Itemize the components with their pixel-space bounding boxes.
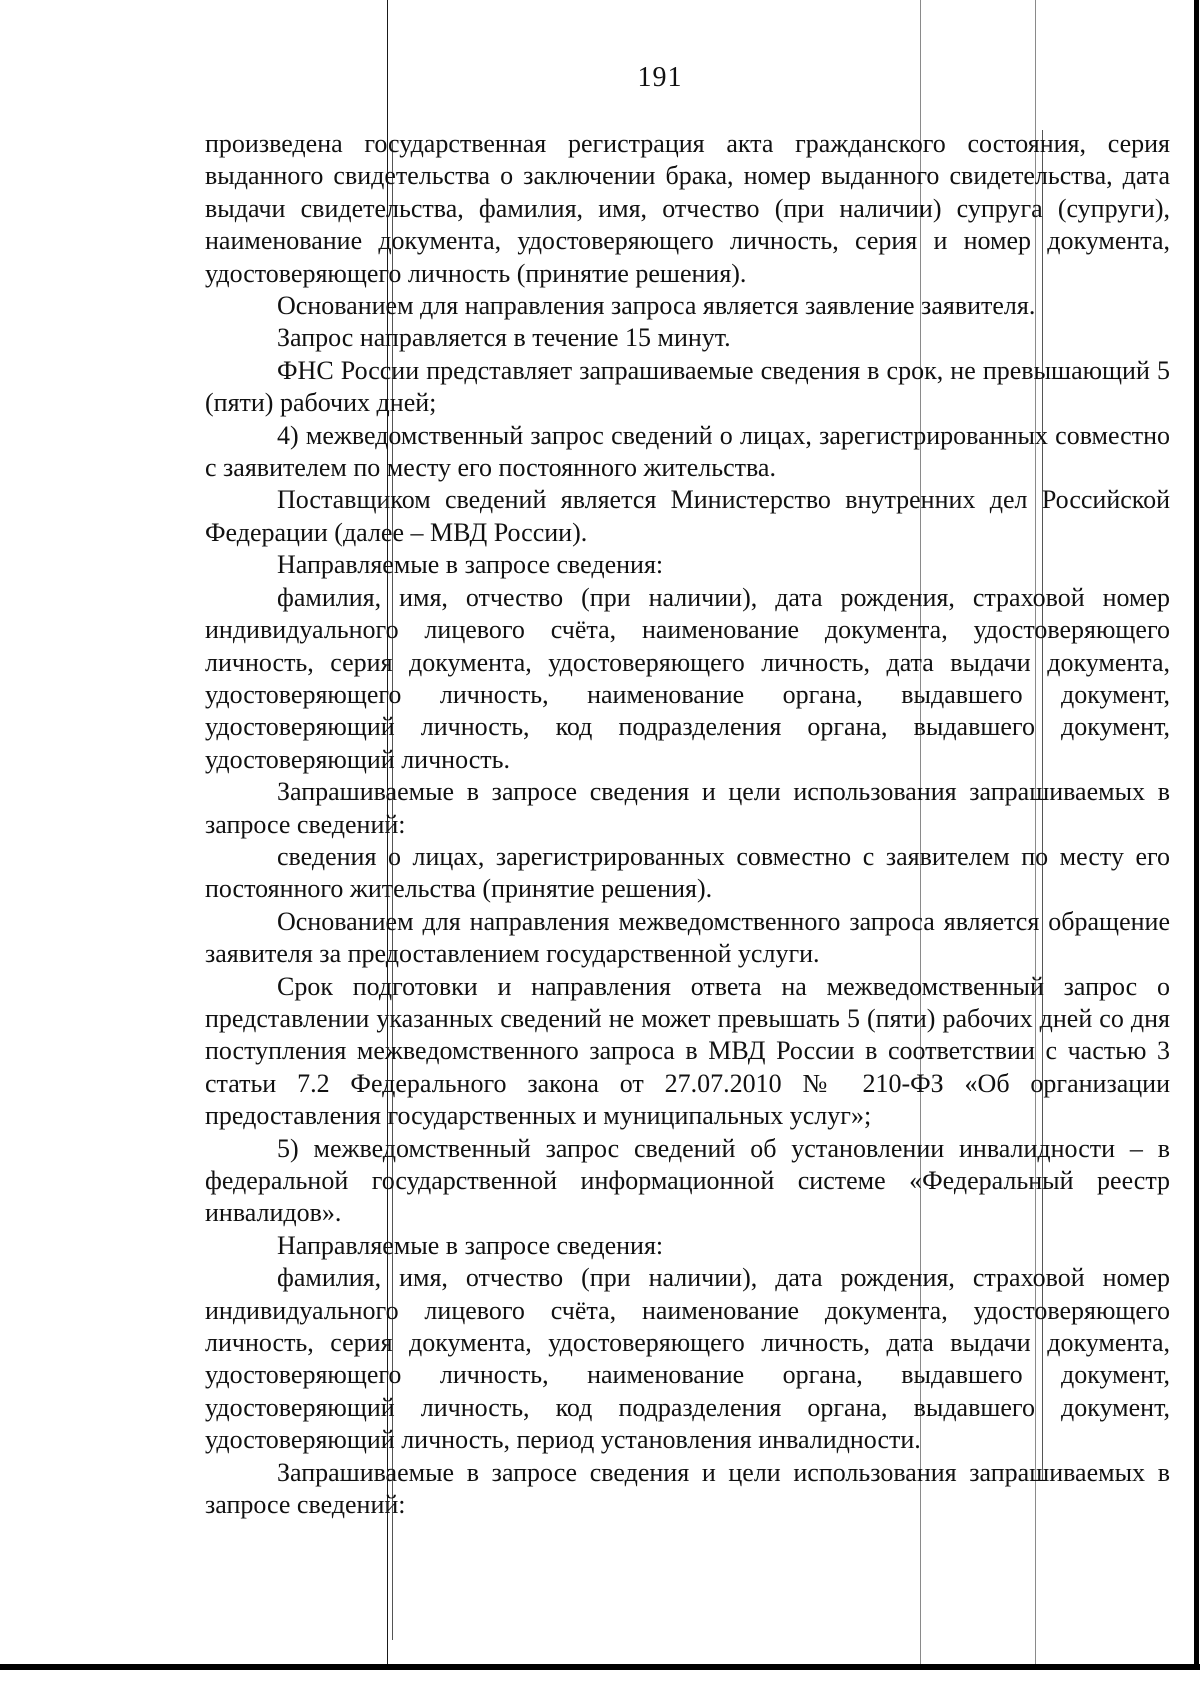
body-paragraph: ФНС России представляет запрашиваемые сведения в срок, не превышающий 5 (пяти) рабочих дней; (205, 355, 1170, 418)
body-paragraph: фамилия, имя, отчество (при наличии), дата рождения, страховой номер индивидуального лицевого счёта, наименование документа, удостоверяющего личность, серия документа, удостоверяющего личность, дата выдачи документа, удостоверяющего личность, наименование органа, выдавшего документ, удостоверяющий личность, код подразделения органа, выдавшего документ, удостоверяющий личность. (205, 582, 1170, 774)
body-paragraph: Основанием для направления запроса является заявление заявителя. (277, 291, 1036, 321)
body-paragraph: Поставщиком сведений является Министерство внутренних дел Российской Федерации (далее – МВД России). (205, 485, 1170, 547)
document-body (205, 128, 1170, 1521)
body-paragraph: Направляемые в запросе сведения: (277, 1230, 664, 1260)
body-paragraph: Запрос направляется в течение 15 минут. (277, 323, 731, 353)
body-paragraph: произведена государственная регистрация акта гражданского состояния, серия выданного свидетельства о заключении брака, номер выданного свидетельства, дата выдачи свидетельства, фамилия, имя, отчество (при наличии) супруга (супруги), наименование документа, удостоверяющего личность, серия и номер документа, удостоверяющего личность (принятие решения). (205, 129, 1170, 288)
body-paragraph: Срок подготовки и направления ответа на межведомственный запрос о представлении указанных сведений не может превышать 5 (пяти) рабочих дней со дня поступления межведомственного запроса в МВД России в соответствии с частью 3 статьи 7.2 Федерального закона от 27.07.2010 № 210-ФЗ «Об организации предоставления государственных и муниципальных услуг»; (205, 971, 1170, 1131)
body-paragraph: Направляемые в запросе сведения: (277, 550, 664, 580)
body-paragraph: сведения о лицах, зарегистрированных совместно с заявителем по месту его постоянного жительства (принятие решения). (205, 841, 1170, 904)
bottom-border-rule (0, 1664, 1200, 1670)
body-paragraph: 5) межведомственный запрос сведений об установлении инвалидности – в федеральной государственной информационной системе «Федеральный реестр инвалидов». (205, 1133, 1170, 1228)
body-paragraph: Запрашиваемые в запросе сведения и цели использования запрашиваемых в запросе сведений: (205, 1457, 1170, 1520)
body-paragraph: 4) межведомственный запрос сведений о лицах, зарегистрированных совместно с заявителем по месту его постоянного жительства. (205, 420, 1170, 483)
right-border-rule (1194, 0, 1199, 1670)
body-paragraph: Запрашиваемые в запросе сведения и цели использования запрашиваемых в запросе сведений: (205, 777, 1170, 839)
body-paragraph: фамилия, имя, отчество (при наличии), дата рождения, страховой номер индивидуального лицевого счёта, наименование документа, удостоверяющего личность, серия документа, удостоверяющего личность, дата выдачи документа, удостоверяющего личность, наименование органа, выдавшего документ, удостоверяющий личность, код подразделения органа, выдавшего документ, удостоверяющий личность, период установления инвалидности. (205, 1263, 1170, 1455)
page-number: 191 (637, 62, 683, 93)
body-paragraph: Основанием для направления межведомственного запроса является обращение заявителя за предоставлением государственной услуги. (205, 906, 1170, 969)
